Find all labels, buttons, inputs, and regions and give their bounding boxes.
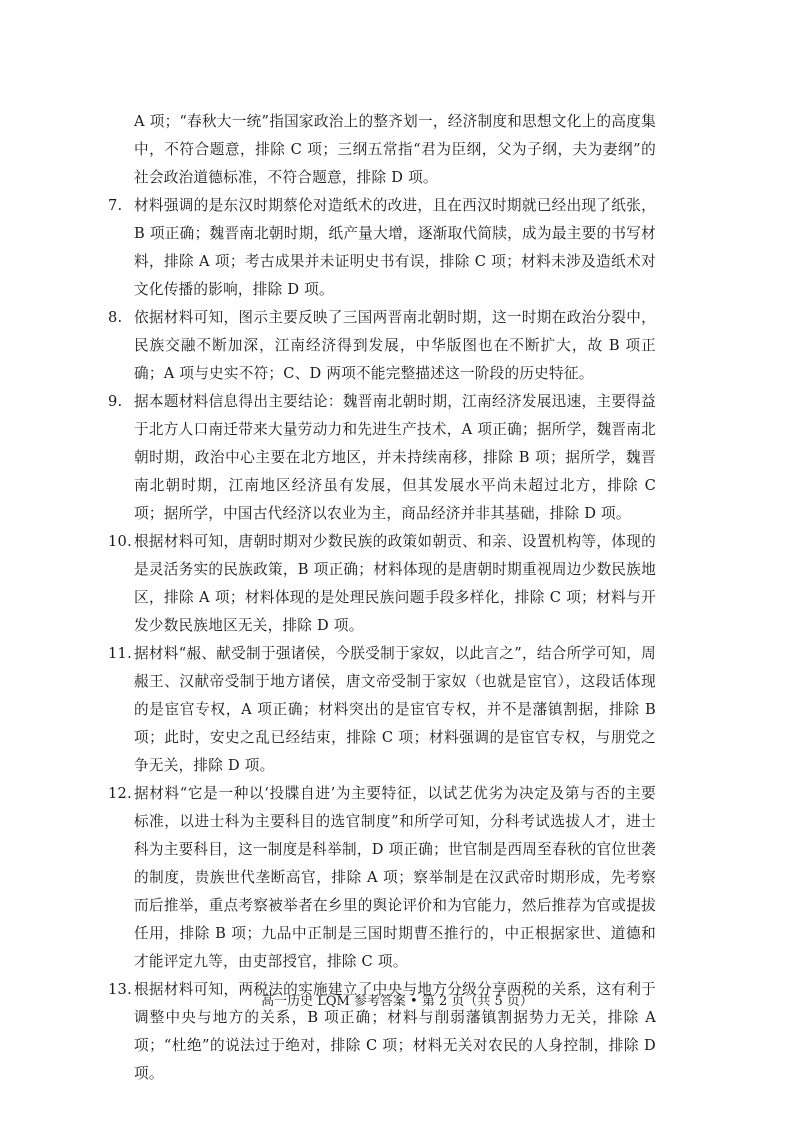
item-text: 据本题材料信息得出主要结论：魏晋南北朝时期，江南经济发展迅速，主要得益于北方人口南迁带来大量劳动力和先进生产技术，A 项正确；据所学，魏晋南北朝时期，政治中心主要在北方地区，并未持续南移，排除 B 项；据所学，魏晋南北朝时期，江南地区经济虽有发展，但其发展水平尚未超过北方，排除 C 项；据所学，中国古代经济以农业为主，商品经济并非其基础，排除 D 项。 — [134, 393, 656, 522]
answer-list — [108, 108, 656, 1088]
answer-item-continued — [108, 108, 656, 192]
item-number: 11. — [108, 645, 132, 662]
page-footer: 高一历史 LQM 参考答案 • 第 2 页（共 5 页） — [261, 994, 533, 1009]
item-text: 根据材料可知，两税法的实施建立了中央与地方分级分享两税的关系，这有利于调整中央与地方的关系，B 项正确；材料与削弱藩镇割据势力无关，排除 A 项；“杜绝”的说法过于绝对，排除 C 项；材料无关对农民的人身控制，排除 D 项。 — [134, 981, 656, 1082]
answer-item-7 — [108, 192, 656, 304]
item-number: 7. — [108, 197, 123, 214]
item-text: 材料强调的是东汉时期蔡伦对造纸术的改进，且在西汉时期就已经出现了纸张，B 项正确；魏晋南北朝时期，纸产量大增，逐渐取代简牍，成为最主要的书写材料，排除 A 项；考古成果并未证明史书有误，排除 C 项；材料未涉及造纸术对文化传播的影响，排除 D 项。 — [134, 197, 656, 298]
answer-item-8 — [108, 304, 656, 388]
item-text: A 项；“春秋大一统”指国家政治上的整齐划一，经济制度和思想文化上的高度集中，不符合题意，排除 C 项；三纲五常指“君为臣纲，父为子纲，夫为妻纲”的社会政治道德标准，不符合题意，排除 D 项。 — [134, 113, 656, 186]
item-text: 依据材料可知，图示主要反映了三国两晋南北朝时期，这一时期在政治分裂中，民族交融不断加深，江南经济得到发展，中华版图也在不断扩大，故 B 项正确；A 项与史实不符；C、D 两项不能完整描述这一阶段的历史特征。 — [134, 309, 656, 382]
answer-item-10 — [108, 528, 656, 640]
answer-item-12 — [108, 780, 656, 976]
item-text: 据材料“赧、献受制于强诸侯，今朕受制于家奴，以此言之”，结合所学可知，周赧王、汉献帝受制于地方诸侯，唐文帝受制于家奴（也就是宦官），这段话体现的是宦官专权，A 项正确；材料突出的是宦官专权，并不是藩镇割据，排除 B 项；此时，安史之乱已经结束，排除 C 项；材料强调的是宦官专权，与朋党之争无关，排除 D 项。 — [134, 645, 656, 774]
item-text: 据材料“它是一种以‘投牒自进’为主要特征，以试艺优劣为决定及第与否的主要标准，以进士科为主要科目的选官制度”和所学可知，分科考试选拔人才，进士科为主要科目，这一制度是科举制，D 项正确；世官制是西周至春秋的官位世袭的制度，贵族世代垄断高官，排除 A 项；察举制是在汉武帝时期形成，先考察而后推举，重点考察被举者在乡里的舆论评价和为官能力，然后推荐为官或提拔任用，排除 B 项；九品中正制是三国时期曹丕推行的，中正根据家世、道德和才能评定九等，由吏部授官，排除 C 项。 — [134, 785, 656, 970]
item-number: 8. — [108, 309, 123, 326]
item-number: 13. — [108, 981, 132, 998]
answer-item-9 — [108, 388, 656, 528]
answer-item-11 — [108, 640, 656, 780]
item-number: 9. — [108, 393, 123, 410]
item-number: 12. — [108, 785, 132, 802]
item-number: 10. — [108, 533, 132, 550]
item-text: 根据材料可知，唐朝时期对少数民族的政策如朝贡、和亲、设置机构等，体现的是灵活务实的民族政策，B 项正确；材料体现的是唐朝时期重视周边少数民族地区，排除 A 项；材料体现的是处理民族问题手段多样化，排除 C 项；材料与开发少数民族地区无关，排除 D 项。 — [134, 533, 656, 634]
